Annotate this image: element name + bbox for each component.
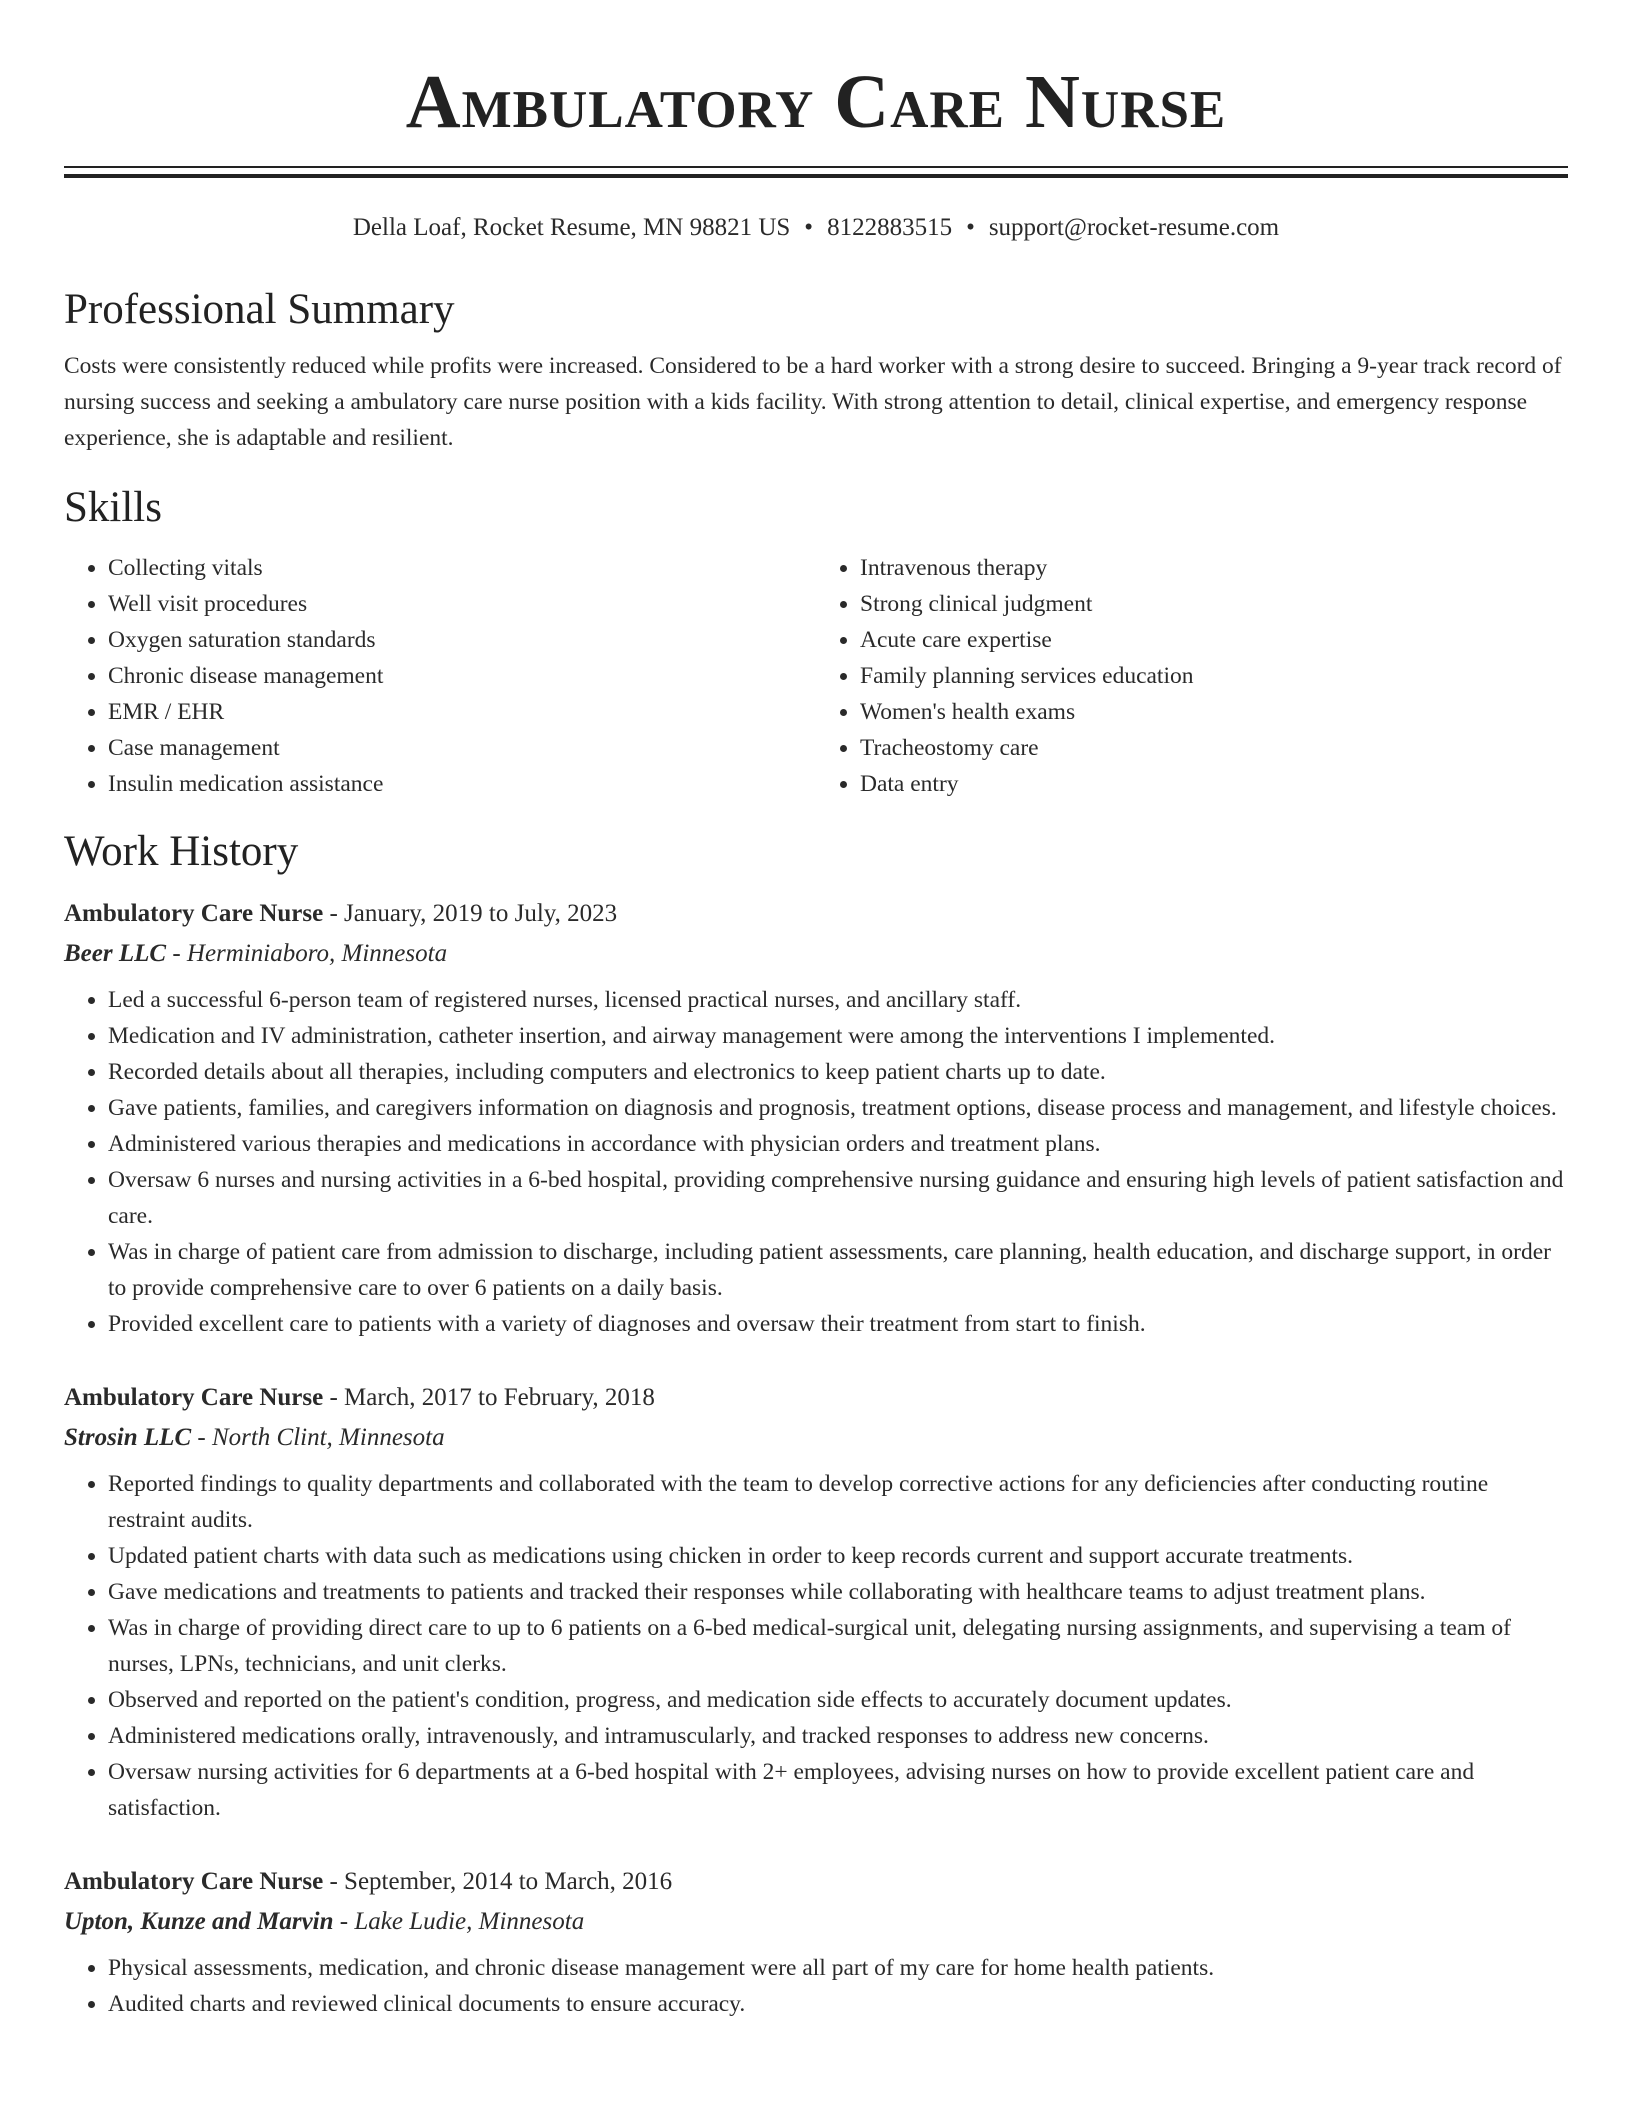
- job-role: Ambulatory Care Nurse: [64, 1868, 324, 1895]
- job-heading: [64, 1378, 1568, 1418]
- job-bullet-list: [64, 1466, 1568, 1826]
- skill-item: • Tracheostomy care: [860, 730, 1568, 766]
- skill-item: • Strong clinical judgment: [860, 586, 1568, 622]
- job-location: - Herminiaboro, Minnesota: [166, 940, 448, 967]
- job-bullet: • Oversaw nursing activities for 6 departments at a 6-bed hospital with 2+ employees, advising nurses on how to provide excellent patient care and satisfaction.: [108, 1754, 1568, 1826]
- job-bullet: • Audited charts and reviewed clinical documents to ensure accuracy.: [108, 1986, 1568, 2022]
- contact-email: support@rocket-resume.com: [988, 214, 1280, 241]
- job-bullet: • Oversaw 6 nurses and nursing activities in a 6-bed hospital, providing comprehensive nursing guidance and ensuring high levels of patient satisfaction and care.: [108, 1162, 1568, 1234]
- skill-item: • Family planning services education: [860, 658, 1568, 694]
- job-heading: [64, 1862, 1568, 1902]
- job-bullet: • Gave medications and treatments to patients and tracked their responses while collaborating with healthcare teams to adjust treatment plans.: [108, 1574, 1568, 1610]
- skill-item: • Insulin medication assistance: [108, 766, 816, 802]
- job-company: Strosin LLC: [64, 1424, 192, 1451]
- skills-column-right: [816, 550, 1568, 802]
- job-bullet: • Physical assessments, medication, and chronic disease management were all part of my care for home health patients.: [108, 1950, 1568, 1986]
- summary-heading: Professional Summary: [64, 286, 455, 333]
- job-bullet: • Provided excellent care to patients with a variety of diagnoses and oversaw their treatment from start to finish.: [108, 1306, 1568, 1342]
- summary-text: Costs were consistently reduced while profits were increased. Considered to be a hard worker with a strong desire to succeed. Bringing a 9-year track record of nursing success and seeking a ambulatory care nurse position with a kids facility. With strong attention to detail, clinical expertise, and emergency response experience, she is adaptable and resilient.: [64, 353, 1562, 451]
- job-bullet: • Reported findings to quality departments and collaborated with the team to develop corrective actions for any deficiencies after conducting routine restraint audits.: [108, 1466, 1568, 1538]
- title-rule-thick: [64, 174, 1568, 178]
- job-bullet: • Updated patient charts with data such as medications using chicken in order to keep records current and support accurate treatments.: [108, 1538, 1568, 1574]
- job-dates: - March, 2017 to February, 2018: [323, 1384, 655, 1411]
- job-heading: [64, 894, 1568, 934]
- job-entry: [64, 1862, 1568, 2022]
- job-entry: [64, 1378, 1568, 1826]
- skill-item: • Oxygen saturation standards: [108, 622, 816, 658]
- job-entry: [64, 894, 1568, 1342]
- job-bullet: • Administered medications orally, intravenously, and intramuscularly, and tracked responses to address new concerns.: [108, 1718, 1568, 1754]
- skill-item: • Case management: [108, 730, 816, 766]
- resume-title: Ambulatory Care Nurse: [405, 60, 1227, 144]
- job-bullet: • Administered various therapies and medications in accordance with physician orders and treatment plans.: [108, 1126, 1568, 1162]
- job-company-line: [64, 1418, 1568, 1458]
- job-bullet: • Medication and IV administration, catheter insertion, and airway management were among the interventions I implemented.: [108, 1018, 1568, 1054]
- skill-item: • Chronic disease management: [108, 658, 816, 694]
- contact-line: [64, 212, 1568, 244]
- job-bullet: • Recorded details about all therapies, including computers and electronics to keep patient charts up to date.: [108, 1054, 1568, 1090]
- skill-item: • Women's health exams: [860, 694, 1568, 730]
- contact-separator: •: [966, 214, 975, 241]
- job-role: Ambulatory Care Nurse: [64, 1384, 324, 1411]
- job-bullet-list: [64, 1950, 1568, 2022]
- skill-item: • Collecting vitals: [108, 550, 816, 586]
- skills-heading: Skills: [64, 484, 162, 531]
- work-history-heading: Work History: [64, 828, 299, 875]
- skill-item: • EMR / EHR: [108, 694, 816, 730]
- job-location: - Lake Ludie, Minnesota: [333, 1908, 585, 1935]
- job-dates: - January, 2019 to July, 2023: [323, 900, 618, 927]
- contact-separator: •: [804, 214, 814, 241]
- job-bullet: • Observed and reported on the patient's condition, progress, and medication side effects to accurately document updates.: [108, 1682, 1568, 1718]
- skill-item: • Well visit procedures: [108, 586, 816, 622]
- job-dates: - September, 2014 to March, 2016: [323, 1868, 673, 1895]
- work-history-list: [64, 894, 1568, 2022]
- job-location: - North Clint, Minnesota: [191, 1424, 445, 1451]
- skills-grid: [64, 550, 1568, 802]
- job-company-line: [64, 1902, 1568, 1942]
- job-company: Beer LLC: [64, 940, 167, 967]
- skills-column-left: [64, 550, 816, 802]
- contact-address: Della Loaf, Rocket Resume, MN 98821 US: [352, 214, 791, 241]
- contact-phone: 8122883515: [827, 214, 953, 241]
- job-company: Upton, Kunze and Marvin: [64, 1908, 334, 1935]
- job-role: Ambulatory Care Nurse: [64, 900, 324, 927]
- skill-item: • Acute care expertise: [860, 622, 1568, 658]
- title-rule-thin: [64, 166, 1568, 168]
- skill-item: • Intravenous therapy: [860, 550, 1568, 586]
- job-bullet: • Was in charge of patient care from admission to discharge, including patient assessments, care planning, health education, and discharge support, in order to provide comprehensive care to over 6 patients on a daily basis.: [108, 1234, 1568, 1306]
- job-bullet: • Gave patients, families, and caregivers information on diagnosis and prognosis, treatment options, disease process and management, and lifestyle choices.: [108, 1090, 1568, 1126]
- job-company-line: [64, 934, 1568, 974]
- job-bullet: • Was in charge of providing direct care to up to 6 patients on a 6-bed medical-surgical unit, delegating nursing assignments, and supervising a team of nurses, LPNs, technicians, and unit clerks.: [108, 1610, 1568, 1682]
- skill-item: • Data entry: [860, 766, 1568, 802]
- job-bullet-list: [64, 982, 1568, 1342]
- job-bullet: • Led a successful 6-person team of registered nurses, licensed practical nurses, and ancillary staff.: [108, 982, 1568, 1018]
